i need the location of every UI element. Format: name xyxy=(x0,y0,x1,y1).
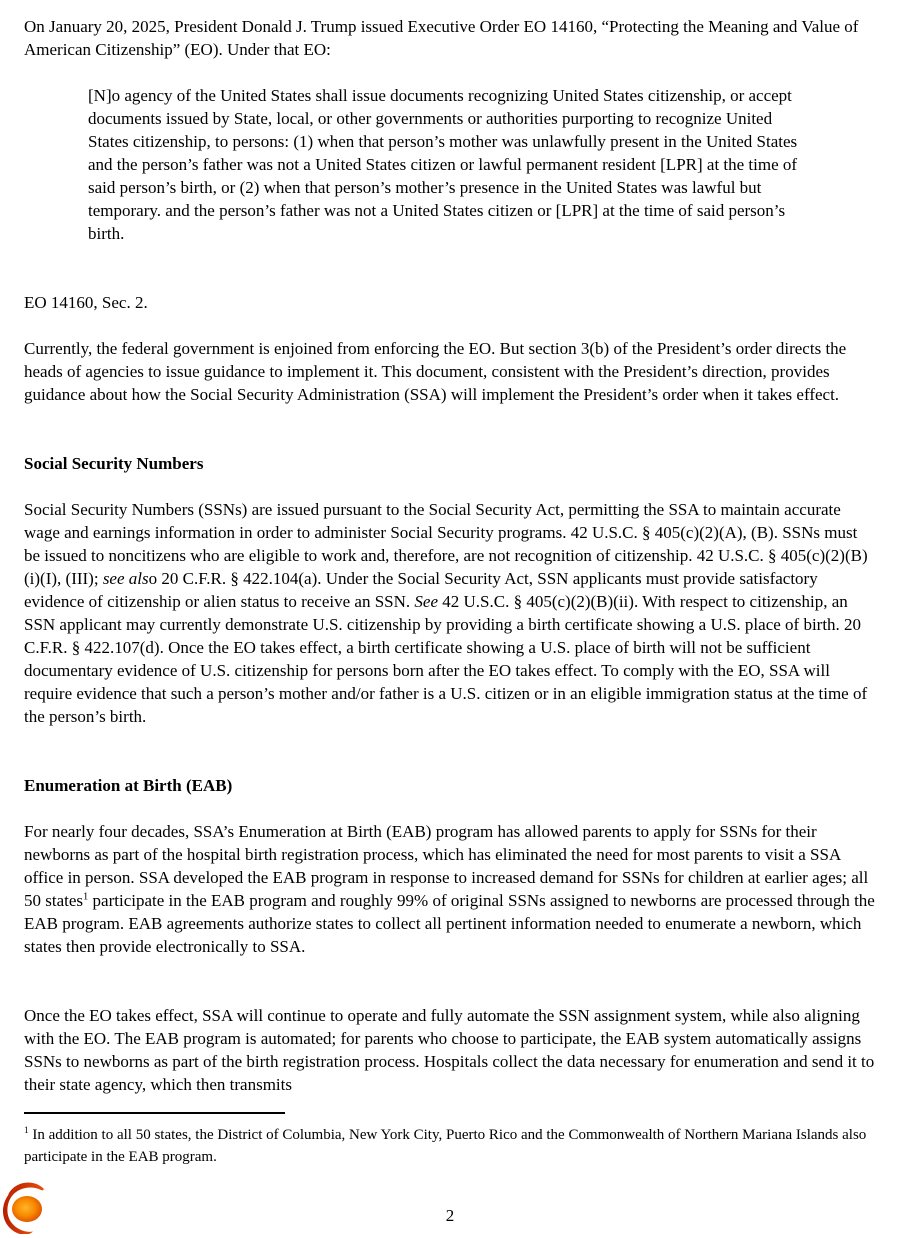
footnote-separator-rule xyxy=(24,1112,285,1114)
paragraph-intro: On January 20, 2025, President Donald J. Trump issued Executive Order EO 14160, “Protecting the Meaning and Value of American Citizenship” (EO). Under that EO: xyxy=(24,17,859,59)
heading-enumeration-at-birth: Enumeration at Birth (EAB) xyxy=(24,776,233,795)
paragraph-eo-citation: EO 14160, Sec. 2. xyxy=(24,293,148,312)
paragraph-eab-program: For nearly four decades, SSA’s Enumeration at Birth (EAB) program has allowed parents to apply for SSNs for their newborns as part of the hospital birth registration process, which has eliminated the need for most parents to visit a SSA office in person. SSA developed the EAB program in response to increased demand for SSNs for children at earlier ages; all 50 states$^1$ participate in the EAB program and roughly 99% of original SSNs assigned to newborns are processed through the EAB program. EAB agreements authorize states to collect all pertinent information needed to enumerate a newborn, which states then provide electronically to SSA. xyxy=(24,822,875,956)
footnote-1: $^1$ In addition to all 50 states, the District of Columbia, New York City, Puerto Rico and the Commonwealth of Northern Mariana Islands also participate in the EAB program. xyxy=(24,1126,867,1165)
blockquote-eo-text: [N]o agency of the United States shall issue documents recognizing United States citizenship, or accept documents issued by State, local, or other governments or authorities purporting to recognize United States citizenship, to persons: (1) when that person’s mother was unlawfully present in the United States and the person’s father was not a United States citizen or lawful permanent resident [LPR] at the time of said person’s birth, or (2) when that person’s mother’s presence in the United States was lawful but temporary. and the person’s father was not a United States citizen or [LPR] at the time of said person’s birth. xyxy=(88,86,798,243)
paragraph-current-status: Currently, the federal government is enjoined from enforcing the EO. But section 3(b) of the President’s order directs the heads of agencies to issue guidance to implement it. This document, consistent with the President’s direction, provides guidance about how the Social Security Administration (SSA) will implement the President’s order when it takes effect. xyxy=(24,339,847,404)
page-number: 2 xyxy=(445,1206,455,1225)
heading-social-security-numbers: Social Security Numbers xyxy=(24,454,204,473)
paragraph-ssn-issuance: Social Security Numbers (SSNs) are issued pursuant to the Social Security Act, permitting the SSA to maintain accurate wage and earnings information in order to administer Social Security programs. 42 U.S.C. § 405(c)(2)(A), (B). SSNs must be issued to noncitizens who are eligible to work and, therefore, are not recognition of citizenship. 42 U.S.C. § 405(c)(2)(B)(i)(I), (III); see also 20 C.F.R. § 422.104(a). Under the Social Security Act, SSN applicants must provide satisfactory evidence of citizenship or alien status to receive an SSN. See 42 U.S.C. § 405(c)(2)(B)(ii). With respect to citizenship, an SSN applicant may currently demonstrate U.S. citizenship by providing a birth certificate showing a U.S. place of birth. 20 C.F.R. § 422.107(d). Once the EO takes effect, a birth certificate showing a U.S. place of birth will not be sufficient documentary evidence of U.S. citizenship for persons born after the EO takes effect. To comply with the EO, SSA will require evidence that such a person’s mother and/or father is a U.S. citizen or in an eligible immigration status at the time of the person’s birth. xyxy=(24,500,868,726)
paragraph-eo-takes-effect: Once the EO takes effect, SSA will continue to operate and fully automate the SSN assignment system, while also aligning with the EO. The EAB program is automated; for parents who choose to participate, the EAB system automatically assigns SSNs to newborns as part of the birth registration process. Hospitals collect the data necessary for enumeration and send it to their state agency, which then transmits xyxy=(24,1006,875,1094)
